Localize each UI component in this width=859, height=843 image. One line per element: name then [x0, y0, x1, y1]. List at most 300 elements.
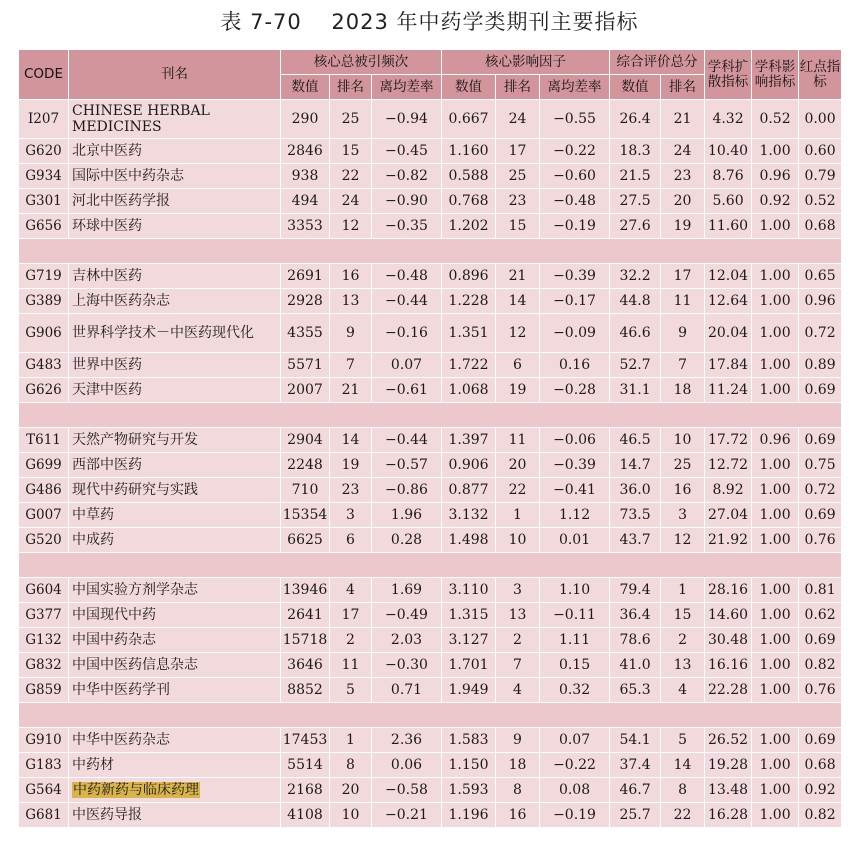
cell-code: G377: [19, 603, 69, 628]
cell-score-value: 79.4: [610, 578, 661, 603]
cell-if-deviation: −0.60: [540, 164, 610, 189]
cell-code: G832: [19, 653, 69, 678]
cell-if-deviation: 1.11: [540, 628, 610, 653]
cell-cites-rank: 24: [330, 189, 372, 214]
journal-name: 吉林中医药: [72, 268, 142, 284]
cell-influence: 0.96: [752, 428, 799, 453]
cell-journal-name: [69, 803, 281, 828]
cell-code: G007: [19, 503, 69, 528]
cell-score-value: 78.6: [610, 628, 661, 653]
cell-if-value: 0.906: [442, 453, 496, 478]
cell-if-value: 1.228: [442, 289, 496, 314]
cell-if-rank: 13: [496, 603, 540, 628]
cell-if-rank: 23: [496, 189, 540, 214]
cell-diffusion: 11.24: [705, 378, 752, 403]
header-if-rank: 排名: [496, 75, 540, 100]
cell-code: G910: [19, 728, 69, 753]
cell-cites-value: 290: [281, 100, 330, 139]
cell-code: I207: [19, 100, 69, 139]
header-score-rank: 排名: [661, 75, 705, 100]
cell-score-value: 18.3: [610, 139, 661, 164]
journal-name: CHINESE HERBAL MEDICINES: [72, 103, 210, 135]
cell-hotspot: 0.72: [799, 478, 842, 503]
cell-influence: 1.00: [752, 528, 799, 553]
cell-cites-rank: 14: [330, 428, 372, 453]
cell-cites-rank: 10: [330, 803, 372, 828]
cell-if-rank: 24: [496, 100, 540, 139]
cell-influence: 1.00: [752, 678, 799, 703]
cell-cites-rank: 20: [330, 778, 372, 803]
cell-cites-rank: 22: [330, 164, 372, 189]
group-separator: [19, 553, 842, 578]
cell-influence: 1.00: [752, 628, 799, 653]
cell-if-deviation: −0.28: [540, 378, 610, 403]
cell-hotspot: 0.68: [799, 753, 842, 778]
cell-cites-value: 2641: [281, 603, 330, 628]
cell-if-deviation: 1.10: [540, 578, 610, 603]
cell-if-deviation: −0.19: [540, 214, 610, 239]
cell-cites-deviation: −0.35: [372, 214, 442, 239]
cell-cites-value: 13946: [281, 578, 330, 603]
cell-cites-value: 2904: [281, 428, 330, 453]
cell-if-rank: 12: [496, 314, 540, 353]
cell-score-value: 65.3: [610, 678, 661, 703]
cell-influence: 1.00: [752, 314, 799, 353]
cell-hotspot: 0.76: [799, 678, 842, 703]
cell-code: G699: [19, 453, 69, 478]
cell-diffusion: 13.48: [705, 778, 752, 803]
cell-hotspot: 0.52: [799, 189, 842, 214]
cell-diffusion: 11.60: [705, 214, 752, 239]
cell-code: G301: [19, 189, 69, 214]
cell-if-deviation: −0.48: [540, 189, 610, 214]
indicators-table: [18, 49, 842, 828]
cell-score-value: 37.4: [610, 753, 661, 778]
cell-if-value: 1.068: [442, 378, 496, 403]
journal-name: 中药材: [72, 757, 114, 773]
cell-if-deviation: −0.11: [540, 603, 610, 628]
journal-name: 中国中医药信息杂志: [72, 657, 198, 673]
cell-score-value: 32.2: [610, 264, 661, 289]
table-row: [19, 778, 842, 803]
cell-if-rank: 21: [496, 264, 540, 289]
cell-influence: 1.00: [752, 603, 799, 628]
cell-hotspot: 0.79: [799, 164, 842, 189]
highlighted-journal-name: 中药新药与临床药理: [73, 782, 199, 798]
cell-journal-name: [69, 603, 281, 628]
cell-journal-name: [69, 189, 281, 214]
cell-diffusion: 21.92: [705, 528, 752, 553]
cell-score-rank: 14: [661, 753, 705, 778]
journal-name: 中草药: [72, 507, 114, 523]
header-code: CODE: [19, 50, 69, 100]
cell-if-value: 0.588: [442, 164, 496, 189]
cell-journal-name: [69, 578, 281, 603]
cell-if-rank: 9: [496, 728, 540, 753]
cell-diffusion: 16.28: [705, 803, 752, 828]
cell-cites-rank: 19: [330, 453, 372, 478]
cell-cites-value: 15354: [281, 503, 330, 528]
separator-cell: [19, 239, 842, 264]
cell-cites-value: 17453: [281, 728, 330, 753]
cell-cites-rank: 8: [330, 753, 372, 778]
cell-cites-value: 710: [281, 478, 330, 503]
cell-score-rank: 2: [661, 628, 705, 653]
cell-influence: 1.00: [752, 503, 799, 528]
cell-hotspot: 0.96: [799, 289, 842, 314]
cell-if-deviation: −0.39: [540, 453, 610, 478]
table-row: [19, 678, 842, 703]
cell-score-rank: 16: [661, 478, 705, 503]
cell-score-value: 41.0: [610, 653, 661, 678]
table-row: [19, 503, 842, 528]
cell-cites-deviation: −0.61: [372, 378, 442, 403]
cell-score-rank: 11: [661, 289, 705, 314]
cell-journal-name: [69, 653, 281, 678]
cell-score-rank: 10: [661, 428, 705, 453]
cell-journal-name: [69, 628, 281, 653]
cell-hotspot: 0.72: [799, 314, 842, 353]
cell-hotspot: 0.75: [799, 453, 842, 478]
cell-code: G389: [19, 289, 69, 314]
cell-cites-deviation: −0.57: [372, 453, 442, 478]
cell-cites-value: 15718: [281, 628, 330, 653]
table-row: [19, 100, 842, 139]
cell-code: G486: [19, 478, 69, 503]
cell-score-value: 52.7: [610, 353, 661, 378]
cell-if-value: 1.150: [442, 753, 496, 778]
cell-code: G906: [19, 314, 69, 353]
table-row: [19, 139, 842, 164]
cell-if-rank: 25: [496, 164, 540, 189]
cell-if-value: 3.132: [442, 503, 496, 528]
cell-score-value: 54.1: [610, 728, 661, 753]
cell-score-rank: 23: [661, 164, 705, 189]
cell-if-rank: 11: [496, 428, 540, 453]
cell-influence: 0.92: [752, 189, 799, 214]
cell-if-rank: 4: [496, 678, 540, 703]
cell-score-rank: 15: [661, 603, 705, 628]
cell-journal-name: [69, 264, 281, 289]
cell-if-value: 1.583: [442, 728, 496, 753]
cell-if-rank: 6: [496, 353, 540, 378]
journal-name: 中国实验方剂学杂志: [72, 582, 198, 598]
table-row: [19, 753, 842, 778]
cell-score-value: 44.8: [610, 289, 661, 314]
cell-cites-rank: 4: [330, 578, 372, 603]
table-row: [19, 378, 842, 403]
cell-score-rank: 3: [661, 503, 705, 528]
cell-cites-deviation: −0.44: [372, 428, 442, 453]
header-if-deviation: 离均差率: [540, 75, 610, 100]
table-title: 表 7-70 2023 年中药学类期刊主要指标: [220, 10, 639, 34]
cell-if-deviation: −0.17: [540, 289, 610, 314]
cell-code: T611: [19, 428, 69, 453]
cell-journal-name: [69, 100, 281, 139]
cell-cites-deviation: 2.03: [372, 628, 442, 653]
cell-cites-value: 2928: [281, 289, 330, 314]
header-group-cites: 核心总被引频次: [281, 50, 442, 75]
cell-if-rank: 17: [496, 139, 540, 164]
table-row: [19, 453, 842, 478]
cell-code: G520: [19, 528, 69, 553]
cell-if-value: 3.110: [442, 578, 496, 603]
cell-journal-name: [69, 214, 281, 239]
cell-if-deviation: −0.39: [540, 264, 610, 289]
table-row: [19, 353, 842, 378]
cell-cites-deviation: −0.94: [372, 100, 442, 139]
table-row: [19, 603, 842, 628]
cell-hotspot: 0.69: [799, 503, 842, 528]
cell-if-rank: 3: [496, 578, 540, 603]
journal-name: 北京中医药: [72, 143, 142, 159]
cell-score-value: 26.4: [610, 100, 661, 139]
cell-diffusion: 30.48: [705, 628, 752, 653]
journal-name: 世界中医药: [72, 357, 142, 373]
cell-cites-rank: 25: [330, 100, 372, 139]
table-row: [19, 214, 842, 239]
header-hotspot: 红点指标: [799, 50, 842, 100]
cell-score-rank: 7: [661, 353, 705, 378]
cell-code: G656: [19, 214, 69, 239]
separator-cell: [19, 703, 842, 728]
group-separator: [19, 239, 842, 264]
header-cites-value: 数值: [281, 75, 330, 100]
cell-influence: 1.00: [752, 653, 799, 678]
cell-cites-rank: 9: [330, 314, 372, 353]
separator-cell: [19, 553, 842, 578]
cell-if-deviation: −0.41: [540, 478, 610, 503]
cell-score-value: 36.0: [610, 478, 661, 503]
cell-if-rank: 8: [496, 778, 540, 803]
cell-hotspot: 0.69: [799, 428, 842, 453]
cell-code: G564: [19, 778, 69, 803]
table-row: [19, 164, 842, 189]
journal-name: 中成药: [72, 532, 114, 548]
cell-if-rank: 2: [496, 628, 540, 653]
table-row: [19, 628, 842, 653]
cell-score-rank: 20: [661, 189, 705, 214]
cell-influence: 1.00: [752, 728, 799, 753]
journal-name: 中华中医药学刊: [72, 682, 170, 698]
cell-hotspot: 0.76: [799, 528, 842, 553]
cell-cites-value: 6625: [281, 528, 330, 553]
cell-influence: 0.52: [752, 100, 799, 139]
cell-code: G183: [19, 753, 69, 778]
cell-score-rank: 19: [661, 214, 705, 239]
cell-if-rank: 14: [496, 289, 540, 314]
group-separator: [19, 403, 842, 428]
cell-if-value: 3.127: [442, 628, 496, 653]
header-score-value: 数值: [610, 75, 661, 100]
header-group-impact-factor: 核心影响因子: [442, 50, 610, 75]
cell-cites-deviation: 0.06: [372, 753, 442, 778]
cell-if-value: 0.877: [442, 478, 496, 503]
header-cites-deviation: 离均差率: [372, 75, 442, 100]
table-body: [19, 100, 842, 828]
cell-journal-name: [69, 478, 281, 503]
cell-if-deviation: −0.22: [540, 753, 610, 778]
cell-diffusion: 27.04: [705, 503, 752, 528]
header-group-score: 综合评价总分: [610, 50, 705, 75]
cell-cites-deviation: −0.49: [372, 603, 442, 628]
cell-score-rank: 1: [661, 578, 705, 603]
cell-if-value: 1.315: [442, 603, 496, 628]
cell-code: G132: [19, 628, 69, 653]
cell-score-value: 31.1: [610, 378, 661, 403]
cell-journal-name: [69, 353, 281, 378]
cell-if-rank: 19: [496, 378, 540, 403]
cell-cites-rank: 11: [330, 653, 372, 678]
journal-name: 中华中医药杂志: [72, 732, 170, 748]
cell-cites-deviation: −0.30: [372, 653, 442, 678]
cell-cites-rank: 6: [330, 528, 372, 553]
cell-diffusion: 19.28: [705, 753, 752, 778]
cell-cites-value: 2846: [281, 139, 330, 164]
cell-cites-rank: 13: [330, 289, 372, 314]
cell-if-value: 1.722: [442, 353, 496, 378]
cell-hotspot: 0.69: [799, 628, 842, 653]
journal-name: 中医药导报: [72, 807, 142, 823]
table-row: [19, 189, 842, 214]
cell-cites-deviation: −0.90: [372, 189, 442, 214]
cell-cites-value: 4355: [281, 314, 330, 353]
cell-if-rank: 16: [496, 803, 540, 828]
cell-journal-name: [69, 528, 281, 553]
cell-cites-deviation: 0.71: [372, 678, 442, 703]
cell-diffusion: 12.04: [705, 264, 752, 289]
cell-score-value: 14.7: [610, 453, 661, 478]
cell-journal-name: [69, 289, 281, 314]
journal-name: 西部中医药: [72, 457, 142, 473]
cell-diffusion: 10.40: [705, 139, 752, 164]
cell-influence: 1.00: [752, 778, 799, 803]
cell-score-rank: 12: [661, 528, 705, 553]
cell-hotspot: 0.69: [799, 728, 842, 753]
table-row: [19, 578, 842, 603]
table-row: [19, 428, 842, 453]
cell-if-deviation: 0.16: [540, 353, 610, 378]
cell-cites-deviation: −0.45: [372, 139, 442, 164]
cell-diffusion: 17.84: [705, 353, 752, 378]
cell-code: G604: [19, 578, 69, 603]
cell-cites-rank: 12: [330, 214, 372, 239]
cell-journal-name: [69, 164, 281, 189]
cell-score-rank: 21: [661, 100, 705, 139]
cell-journal-name: [69, 453, 281, 478]
cell-cites-value: 5514: [281, 753, 330, 778]
cell-score-rank: 24: [661, 139, 705, 164]
cell-cites-deviation: −0.21: [372, 803, 442, 828]
header-influence: 学科影响指标: [752, 50, 799, 100]
journal-name: 世界科学技术－中医药现代化: [72, 325, 254, 341]
cell-cites-rank: 17: [330, 603, 372, 628]
cell-if-deviation: 1.12: [540, 503, 610, 528]
cell-score-value: 46.6: [610, 314, 661, 353]
cell-journal-name: [69, 139, 281, 164]
cell-if-deviation: −0.09: [540, 314, 610, 353]
cell-if-value: 1.593: [442, 778, 496, 803]
cell-influence: 1.00: [752, 753, 799, 778]
cell-influence: 1.00: [752, 453, 799, 478]
journal-name: 中国现代中药: [72, 607, 156, 623]
cell-score-rank: 8: [661, 778, 705, 803]
cell-if-value: 1.351: [442, 314, 496, 353]
cell-cites-rank: 5: [330, 678, 372, 703]
cell-score-rank: 18: [661, 378, 705, 403]
cell-influence: 0.96: [752, 164, 799, 189]
cell-cites-deviation: −0.48: [372, 264, 442, 289]
cell-journal-name: [69, 378, 281, 403]
cell-if-value: 1.202: [442, 214, 496, 239]
cell-if-value: 0.667: [442, 100, 496, 139]
cell-cites-value: 2007: [281, 378, 330, 403]
cell-if-rank: 10: [496, 528, 540, 553]
journal-name: 河北中医药学报: [72, 193, 170, 209]
cell-journal-name: [69, 778, 281, 803]
cell-if-rank: 20: [496, 453, 540, 478]
cell-if-rank: 22: [496, 478, 540, 503]
cell-journal-name: [69, 314, 281, 353]
cell-cites-value: 4108: [281, 803, 330, 828]
cell-score-rank: 25: [661, 453, 705, 478]
cell-cites-deviation: 1.69: [372, 578, 442, 603]
cell-if-rank: 18: [496, 753, 540, 778]
cell-score-rank: 13: [661, 653, 705, 678]
journal-name: 现代中药研究与实践: [72, 482, 198, 498]
cell-diffusion: 5.60: [705, 189, 752, 214]
cell-if-value: 1.196: [442, 803, 496, 828]
cell-cites-deviation: 0.28: [372, 528, 442, 553]
cell-score-value: 46.7: [610, 778, 661, 803]
cell-score-rank: 9: [661, 314, 705, 353]
cell-cites-rank: 23: [330, 478, 372, 503]
cell-hotspot: 0.81: [799, 578, 842, 603]
cell-if-deviation: 0.32: [540, 678, 610, 703]
cell-diffusion: 26.52: [705, 728, 752, 753]
cell-diffusion: 14.60: [705, 603, 752, 628]
cell-hotspot: 0.62: [799, 603, 842, 628]
cell-if-deviation: −0.22: [540, 139, 610, 164]
cell-cites-deviation: −0.16: [372, 314, 442, 353]
cell-influence: 1.00: [752, 578, 799, 603]
table-header: [19, 50, 842, 100]
cell-score-rank: 17: [661, 264, 705, 289]
cell-hotspot: 0.60: [799, 139, 842, 164]
cell-influence: 1.00: [752, 264, 799, 289]
journal-name: 国际中医中药杂志: [72, 168, 184, 184]
cell-code: G620: [19, 139, 69, 164]
cell-cites-value: 2168: [281, 778, 330, 803]
cell-diffusion: 28.16: [705, 578, 752, 603]
cell-cites-value: 2691: [281, 264, 330, 289]
cell-if-deviation: −0.55: [540, 100, 610, 139]
cell-if-value: 0.768: [442, 189, 496, 214]
cell-journal-name: [69, 503, 281, 528]
cell-cites-value: 2248: [281, 453, 330, 478]
cell-if-deviation: 0.01: [540, 528, 610, 553]
cell-cites-deviation: −0.82: [372, 164, 442, 189]
cell-code: G859: [19, 678, 69, 703]
table-row: [19, 728, 842, 753]
cell-diffusion: 8.76: [705, 164, 752, 189]
header-name: 刊名: [69, 50, 281, 100]
cell-influence: 1.00: [752, 353, 799, 378]
cell-hotspot: 0.89: [799, 353, 842, 378]
cell-if-deviation: 0.15: [540, 653, 610, 678]
cell-cites-deviation: −0.58: [372, 778, 442, 803]
cell-if-value: 0.896: [442, 264, 496, 289]
